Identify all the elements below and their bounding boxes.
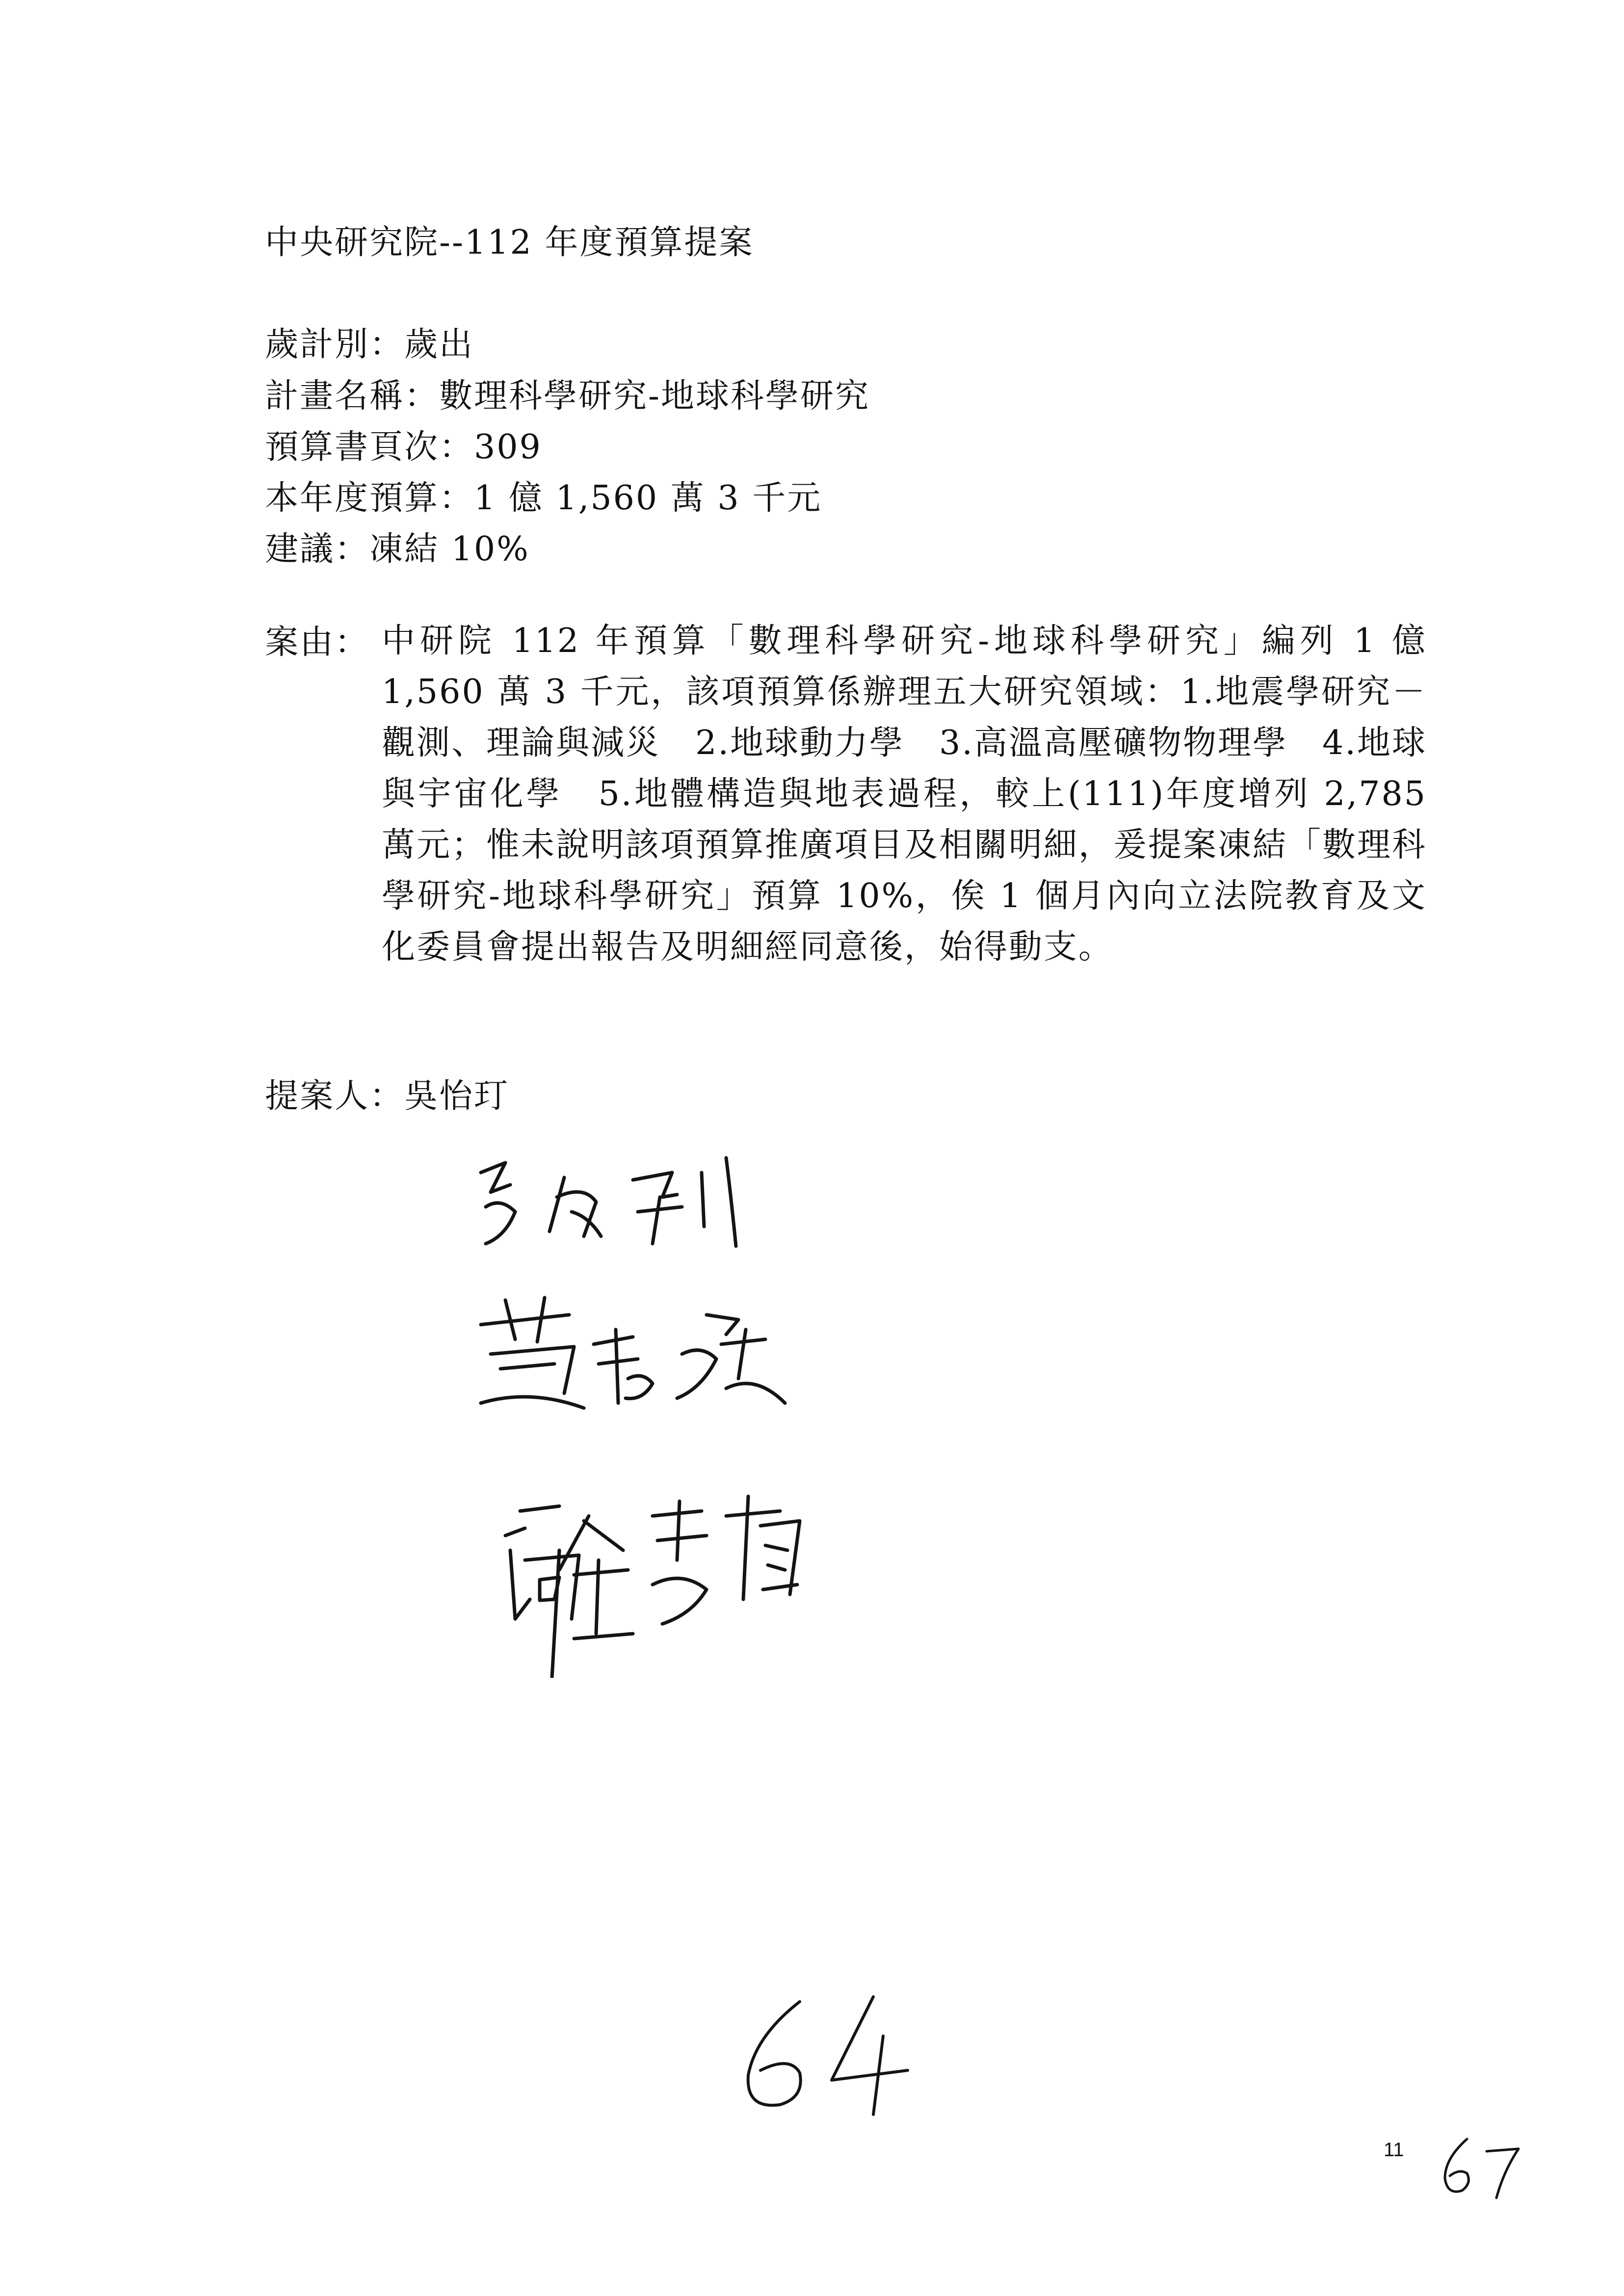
page-number: 11 bbox=[1384, 2139, 1404, 2161]
annual-budget-field: 本年度預算：1 億 1,560 萬 3 千元 bbox=[265, 479, 822, 518]
document-title: 中央研究院--112 年度預算提案 bbox=[265, 223, 754, 262]
signature-2 bbox=[471, 1285, 814, 1433]
budget-plan-field: 歲計別：歲出 bbox=[265, 325, 474, 364]
reason-label: 案由： bbox=[265, 623, 370, 662]
signature-1 bbox=[471, 1138, 775, 1266]
plan-name-field: 計畫名稱：數理科學研究-地球科學研究 bbox=[265, 377, 870, 416]
reason-paragraph: 中研院 112 年預算「數理科學研究-地球科學研究」編列 1 億 1,560 萬 3 千元，該項預算係辦理五大研究領域：1.地震學研究－觀測、理論與減災 2.地球動力學 3.高溫高壓礦物物理學 4.地球與宇宙化學 5.地體構造與地表過程，較上(111)年度增列 2,785 萬元；惟未說明該項預算推廣項目及相關明細，爰提案凍結「數理科學研究-地球科學研究」預算 10%，俟 1 個月內向立法院教育及文化委員會提出報告及明細經同意後，始得動支。 bbox=[382, 622, 1427, 966]
proposer-line: 提案人：吳怡玎 bbox=[265, 1077, 509, 1116]
proposal-field: 建議：凍結 10% bbox=[265, 530, 530, 569]
signature-3 bbox=[486, 1472, 819, 1678]
handwritten-number-corner bbox=[1433, 2129, 1531, 2203]
budget-page-field: 預算書頁次：309 bbox=[265, 428, 542, 467]
handwritten-number-center bbox=[726, 1992, 932, 2119]
